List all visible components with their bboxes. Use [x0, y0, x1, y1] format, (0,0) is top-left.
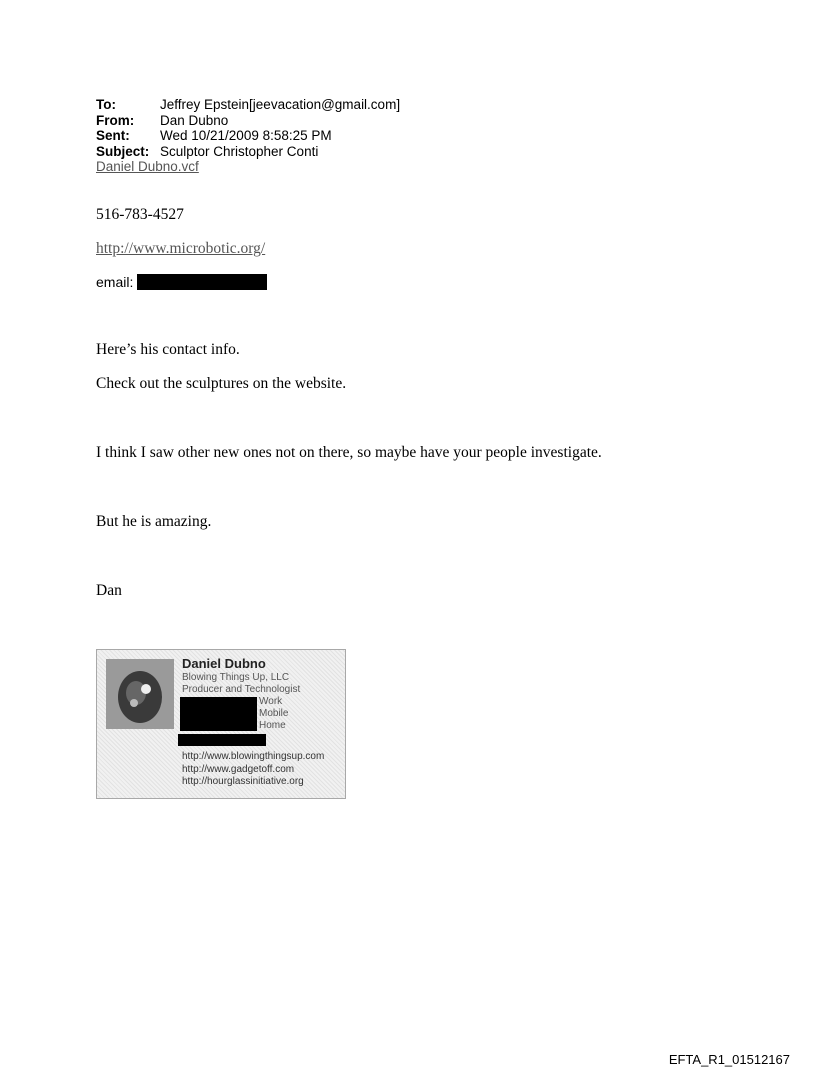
- from-row: [96, 113, 400, 129]
- card-redaction-email: [178, 734, 266, 746]
- card-phone-home-label: Home: [259, 720, 286, 731]
- paragraph-3: I think I saw other new ones not on there, so maybe have your people investigate.: [96, 444, 602, 461]
- subject-value: Sculptor Christopher Conti: [160, 143, 319, 159]
- business-card: [96, 649, 346, 799]
- sent-label: Sent:: [96, 128, 130, 143]
- card-links: [182, 751, 324, 789]
- website-link[interactable]: http://www.microbotic.org/: [96, 240, 266, 257]
- from-label: From:: [96, 112, 135, 128]
- redaction-box: [137, 274, 267, 290]
- sent-value: Wed 10/21/2009 8:58:25 PM: [160, 128, 332, 143]
- signoff: Dan: [96, 582, 122, 599]
- card-company: Blowing Things Up, LLC: [182, 672, 290, 683]
- card-link-1[interactable]: http://www.blowingthingsup.com: [182, 751, 325, 762]
- subject-label: Subject:: [96, 143, 150, 159]
- card-phone-mobile-label: Mobile: [259, 708, 289, 719]
- card-redaction-phones: [180, 697, 257, 731]
- card-name: Daniel Dubno: [182, 656, 266, 671]
- attachment-link[interactable]: Daniel Dubno.vcf: [96, 159, 199, 174]
- email-line: [96, 274, 267, 290]
- card-link-2[interactable]: http://www.gadgetoff.com: [182, 763, 295, 775]
- portrait-image: [106, 659, 174, 729]
- to-row: [96, 97, 400, 113]
- avatar: [106, 659, 174, 729]
- to-label: To:: [96, 97, 116, 112]
- subject-row: [96, 144, 400, 160]
- sent-row: [96, 128, 400, 144]
- card-title: Producer and Technologist: [182, 684, 301, 695]
- paragraph-4: But he is amazing.: [96, 513, 212, 530]
- email-label: email:: [96, 274, 134, 290]
- phone-number: 516-783-4527: [96, 206, 184, 223]
- paragraph-1: Here’s his contact info.: [96, 341, 240, 358]
- paragraph-2: Check out the sculptures on the website.: [96, 375, 347, 392]
- to-value: Jeffrey Epstein[jeevacation@gmail.com]: [160, 97, 401, 112]
- from-value: Dan Dubno: [160, 112, 229, 128]
- email-header: [96, 97, 400, 175]
- document-id: EFTA_R1_01512167: [668, 1052, 790, 1067]
- card-link-3[interactable]: http://hourglassinitiative.org: [182, 776, 304, 787]
- card-phone-work-label: Work: [259, 696, 283, 707]
